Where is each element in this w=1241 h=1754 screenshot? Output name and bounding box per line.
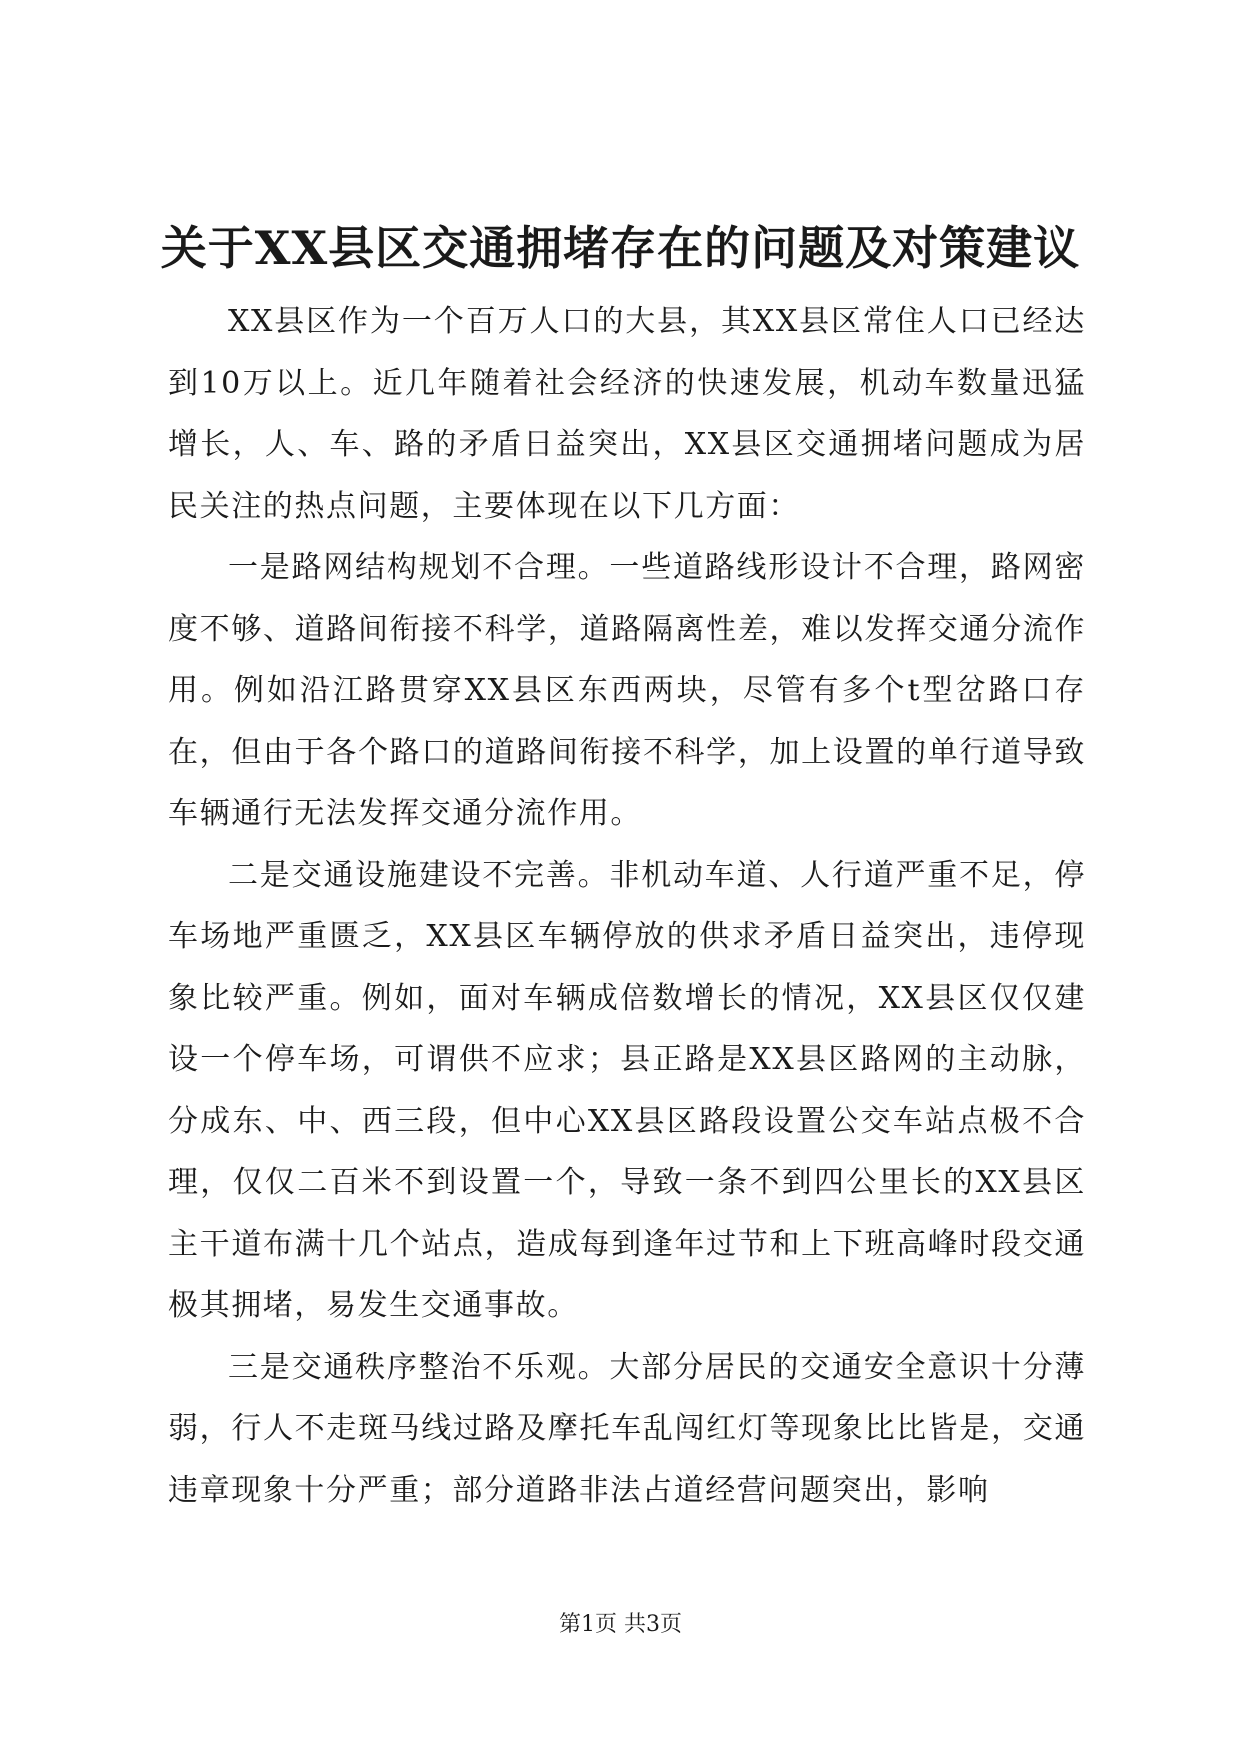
paragraph-traffic-order: 三是交通秩序整治不乐观。大部分居民的交通安全意识十分薄弱，行人不走斑马线过路及摩托车乱闯红灯等现象比比皆是，交通违章现象十分严重；部分道路非法占道经营问题突出，影响: [168, 1349, 1086, 1508]
document-title: 关于XX县区交通拥堵存在的问题及对策建议: [160, 221, 1081, 275]
paragraph-facilities: 二是交通设施建设不完善。非机动车道、人行道严重不足，停车场地严重匮乏，XX县区车辆停放的供求矛盾日益突出，违停现象比较严重。例如，面对车辆成倍数增长的情况，XX县区仅仅建设一个停车场，可谓供不应求；县正路是XX县区路网的主动脉，分成东、中、西三段，但中心XX县区路段设置公交车站点极不合理，仅仅二百米不到设置一个，导致一条不到四公里长的XX县区主干道布满十几个站点，造成每到逢年过节和上下班高峰时段交通极其拥堵，易发生交通事故。: [168, 857, 1086, 1323]
paragraph-intro: XX县区作为一个百万人口的大县，其XX县区常住人口已经达到10万以上。近几年随着社会经济的快速发展，机动车数量迅猛增长，人、车、路的矛盾日益突出，XX县区交通拥堵问题成为居民关注的热点问题，主要体现在以下几方面：: [168, 304, 1086, 524]
document-body: [168, 291, 1086, 1521]
page-number: 第1页 共3页: [559, 1612, 682, 1637]
paragraph-road-network: 一是路网结构规划不合理。一些道路线形设计不合理，路网密度不够、道路间衔接不科学，道路隔离性差，难以发挥交通分流作用。例如沿江路贯穿XX县区东西两块，尽管有多个t型岔路口存在，但由于各个路口的道路间衔接不科学，加上设置的单行道导致车辆通行无法发挥交通分流作用。: [168, 550, 1086, 831]
